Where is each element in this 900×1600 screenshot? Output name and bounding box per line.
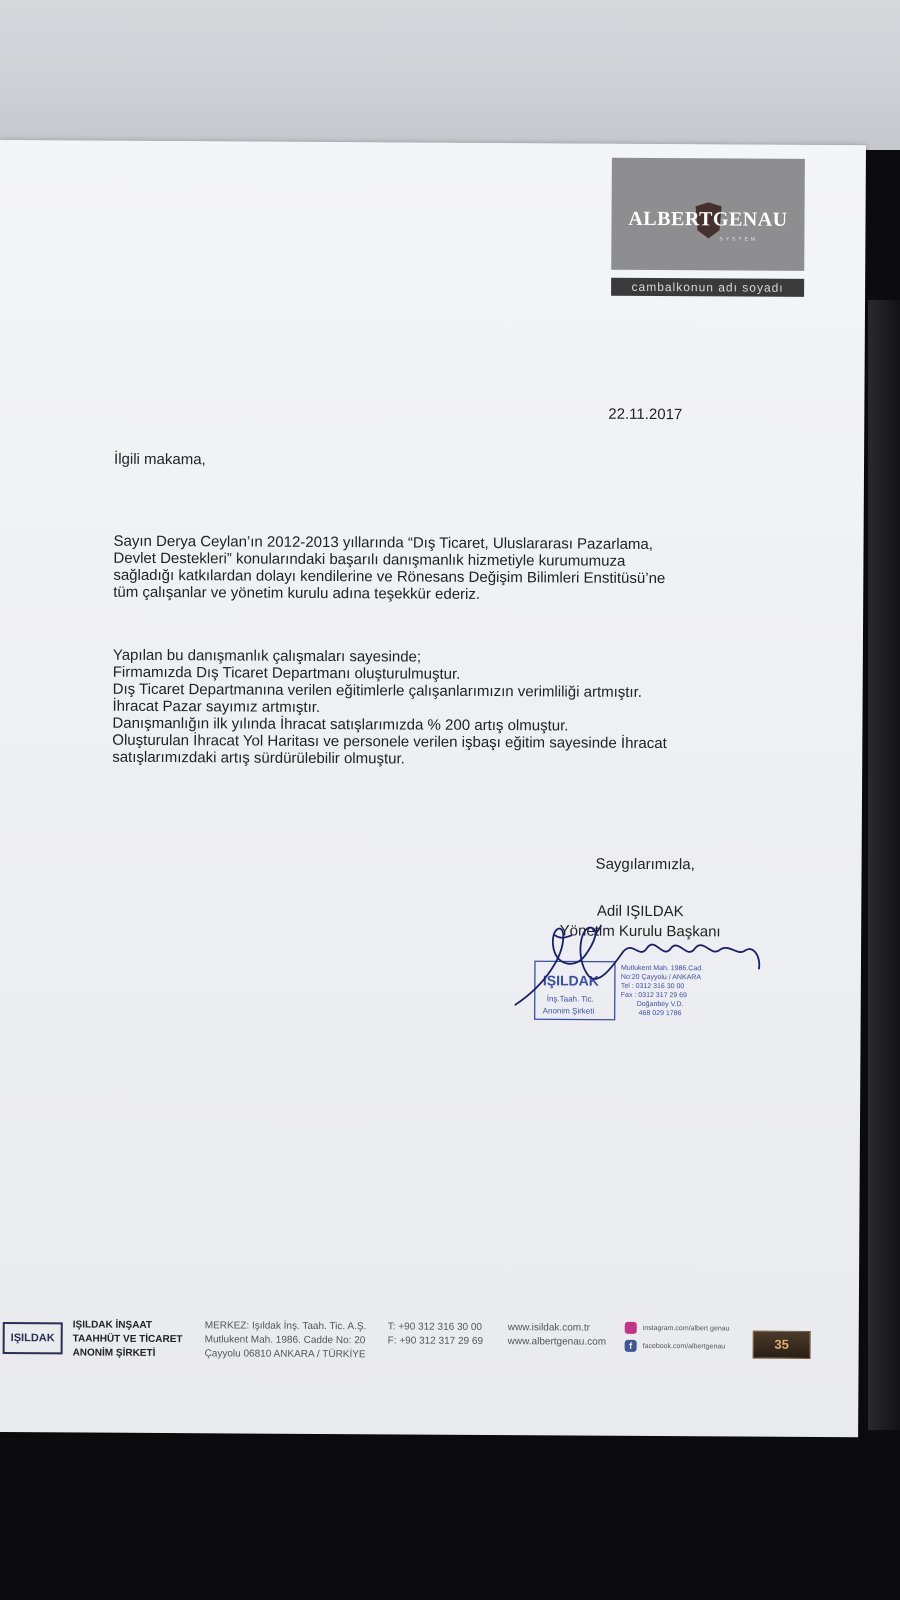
background-right-edge	[868, 300, 900, 1430]
paragraph-line: sağladığı katkılardan dolayı kendilerine ve Rönesans Değişim Bilimleri Enstitüsü’ne	[113, 566, 666, 588]
list-line: Yapılan bu danışmanlık çalışmaları sayesinde;	[112, 646, 422, 666]
stamp-company: IŞILDAK	[542, 972, 599, 989]
footer-website: www.albertgenau.com	[507, 1336, 607, 1348]
stamp-addr: Fax : 0312 317 29 69	[620, 991, 687, 1000]
footer-company	[73, 1318, 183, 1361]
instagram-link: instagram.com/albert genau	[642, 1324, 730, 1333]
albertgenau-logo	[611, 158, 805, 271]
footer-address	[205, 1319, 367, 1362]
closing: Saygılarımızla,	[595, 855, 695, 874]
brand-sub: SYSTEM	[719, 236, 758, 243]
footer-website: www.isildak.com.tr	[507, 1322, 591, 1334]
stamp-addr: Doğanbey V.D.	[636, 1000, 684, 1009]
footer-address-line: MERKEZ: Işıldak İnş. Taah. Tic. A.Ş.	[204, 1320, 367, 1333]
footer-fax: F: +90 312 317 29 69	[387, 1335, 484, 1347]
footer-social	[625, 1320, 730, 1357]
list-line: satışlarımızdaki artış sürdürülebilir olmuştur.	[112, 748, 405, 768]
stamp-line: Anonim Şirketi	[542, 1006, 595, 1016]
paragraph-thanks	[113, 533, 723, 605]
paragraph-line: tüm çalışanlar ve yönetim kurulu adına teşekkür ederiz.	[113, 583, 481, 603]
list-line: İhracat Pazar sayımız artmıştır.	[112, 697, 321, 716]
list-line: Oluşturulan İhracat Yol Haritası ve personele verilen işbaşı eğitim sayesinde İhracat	[112, 731, 667, 753]
stamp-line: İnş.Taah. Tic.	[546, 994, 594, 1004]
list-line: Dış Ticaret Departmanına verilen eğitimlerle çalışanlarımızın verimliliği artmıştır.	[112, 680, 643, 701]
footer-address-line: Çayyolu 06810 ANKARA / TÜRKİYE	[204, 1348, 366, 1361]
footer-address-line: Mutlukent Mah. 1986. Cadde No: 20	[204, 1334, 366, 1347]
footer-phones	[388, 1320, 484, 1349]
footer-websites	[508, 1321, 607, 1350]
results-list	[112, 647, 733, 770]
letter-footer	[0, 1300, 859, 1375]
letter-date: 22.11.2017	[608, 405, 683, 424]
signer-name: Adil IŞILDAK	[596, 902, 684, 921]
facebook-link: facebook.com/albertgenau	[642, 1342, 726, 1351]
list-line: Danışmanlığın ilk yılında İhracat satışlarımızda % 200 artış olmuştur.	[112, 714, 569, 735]
instagram-icon	[625, 1322, 637, 1334]
footer-company-line: IŞILDAK İNŞAAT	[72, 1319, 153, 1331]
stamp-addr: Tel : 0312 316 30 00	[620, 982, 685, 991]
stamp-addr: Mutlukent Mah. 1986.Cad.	[620, 964, 704, 973]
background-top	[0, 0, 900, 150]
brand-name: ALBERTGENAU	[628, 207, 788, 231]
letterhead-tagline: cambalkonun adı soyadı	[611, 278, 804, 297]
stamp-addr: 468 029 1786	[638, 1009, 682, 1018]
anniversary-badge: 35	[753, 1331, 811, 1359]
list-line: Firmamızda Dış Ticaret Departmanı oluşturulmuştur.	[112, 663, 461, 683]
salutation: İlgili makama,	[114, 450, 206, 469]
isildak-logo: IŞILDAK	[3, 1322, 63, 1354]
footer-phone: T: +90 312 316 30 00	[387, 1321, 483, 1333]
facebook-icon: f	[625, 1340, 637, 1352]
signature-and-stamp	[514, 925, 795, 1047]
footer-company-line: TAAHHÜT VE TİCARET	[72, 1333, 183, 1346]
signer-title: Yönetim Kurulu Başkanı	[559, 922, 721, 941]
stamp-addr: No:20 Çayyolu / ANKARA	[620, 973, 702, 982]
footer-company-line: ANONİM ŞİRKETİ	[72, 1347, 156, 1359]
paragraph-line: Devlet Destekleri” konularındaki başarılı danışmanlık hizmetiyle kurumumuza	[113, 549, 626, 570]
letter-page	[0, 140, 866, 1437]
paragraph-line: Sayın Derya Ceylan’ın 2012-2013 yıllarında “Dış Ticaret, Uluslararası Pazarlama,	[113, 532, 654, 553]
